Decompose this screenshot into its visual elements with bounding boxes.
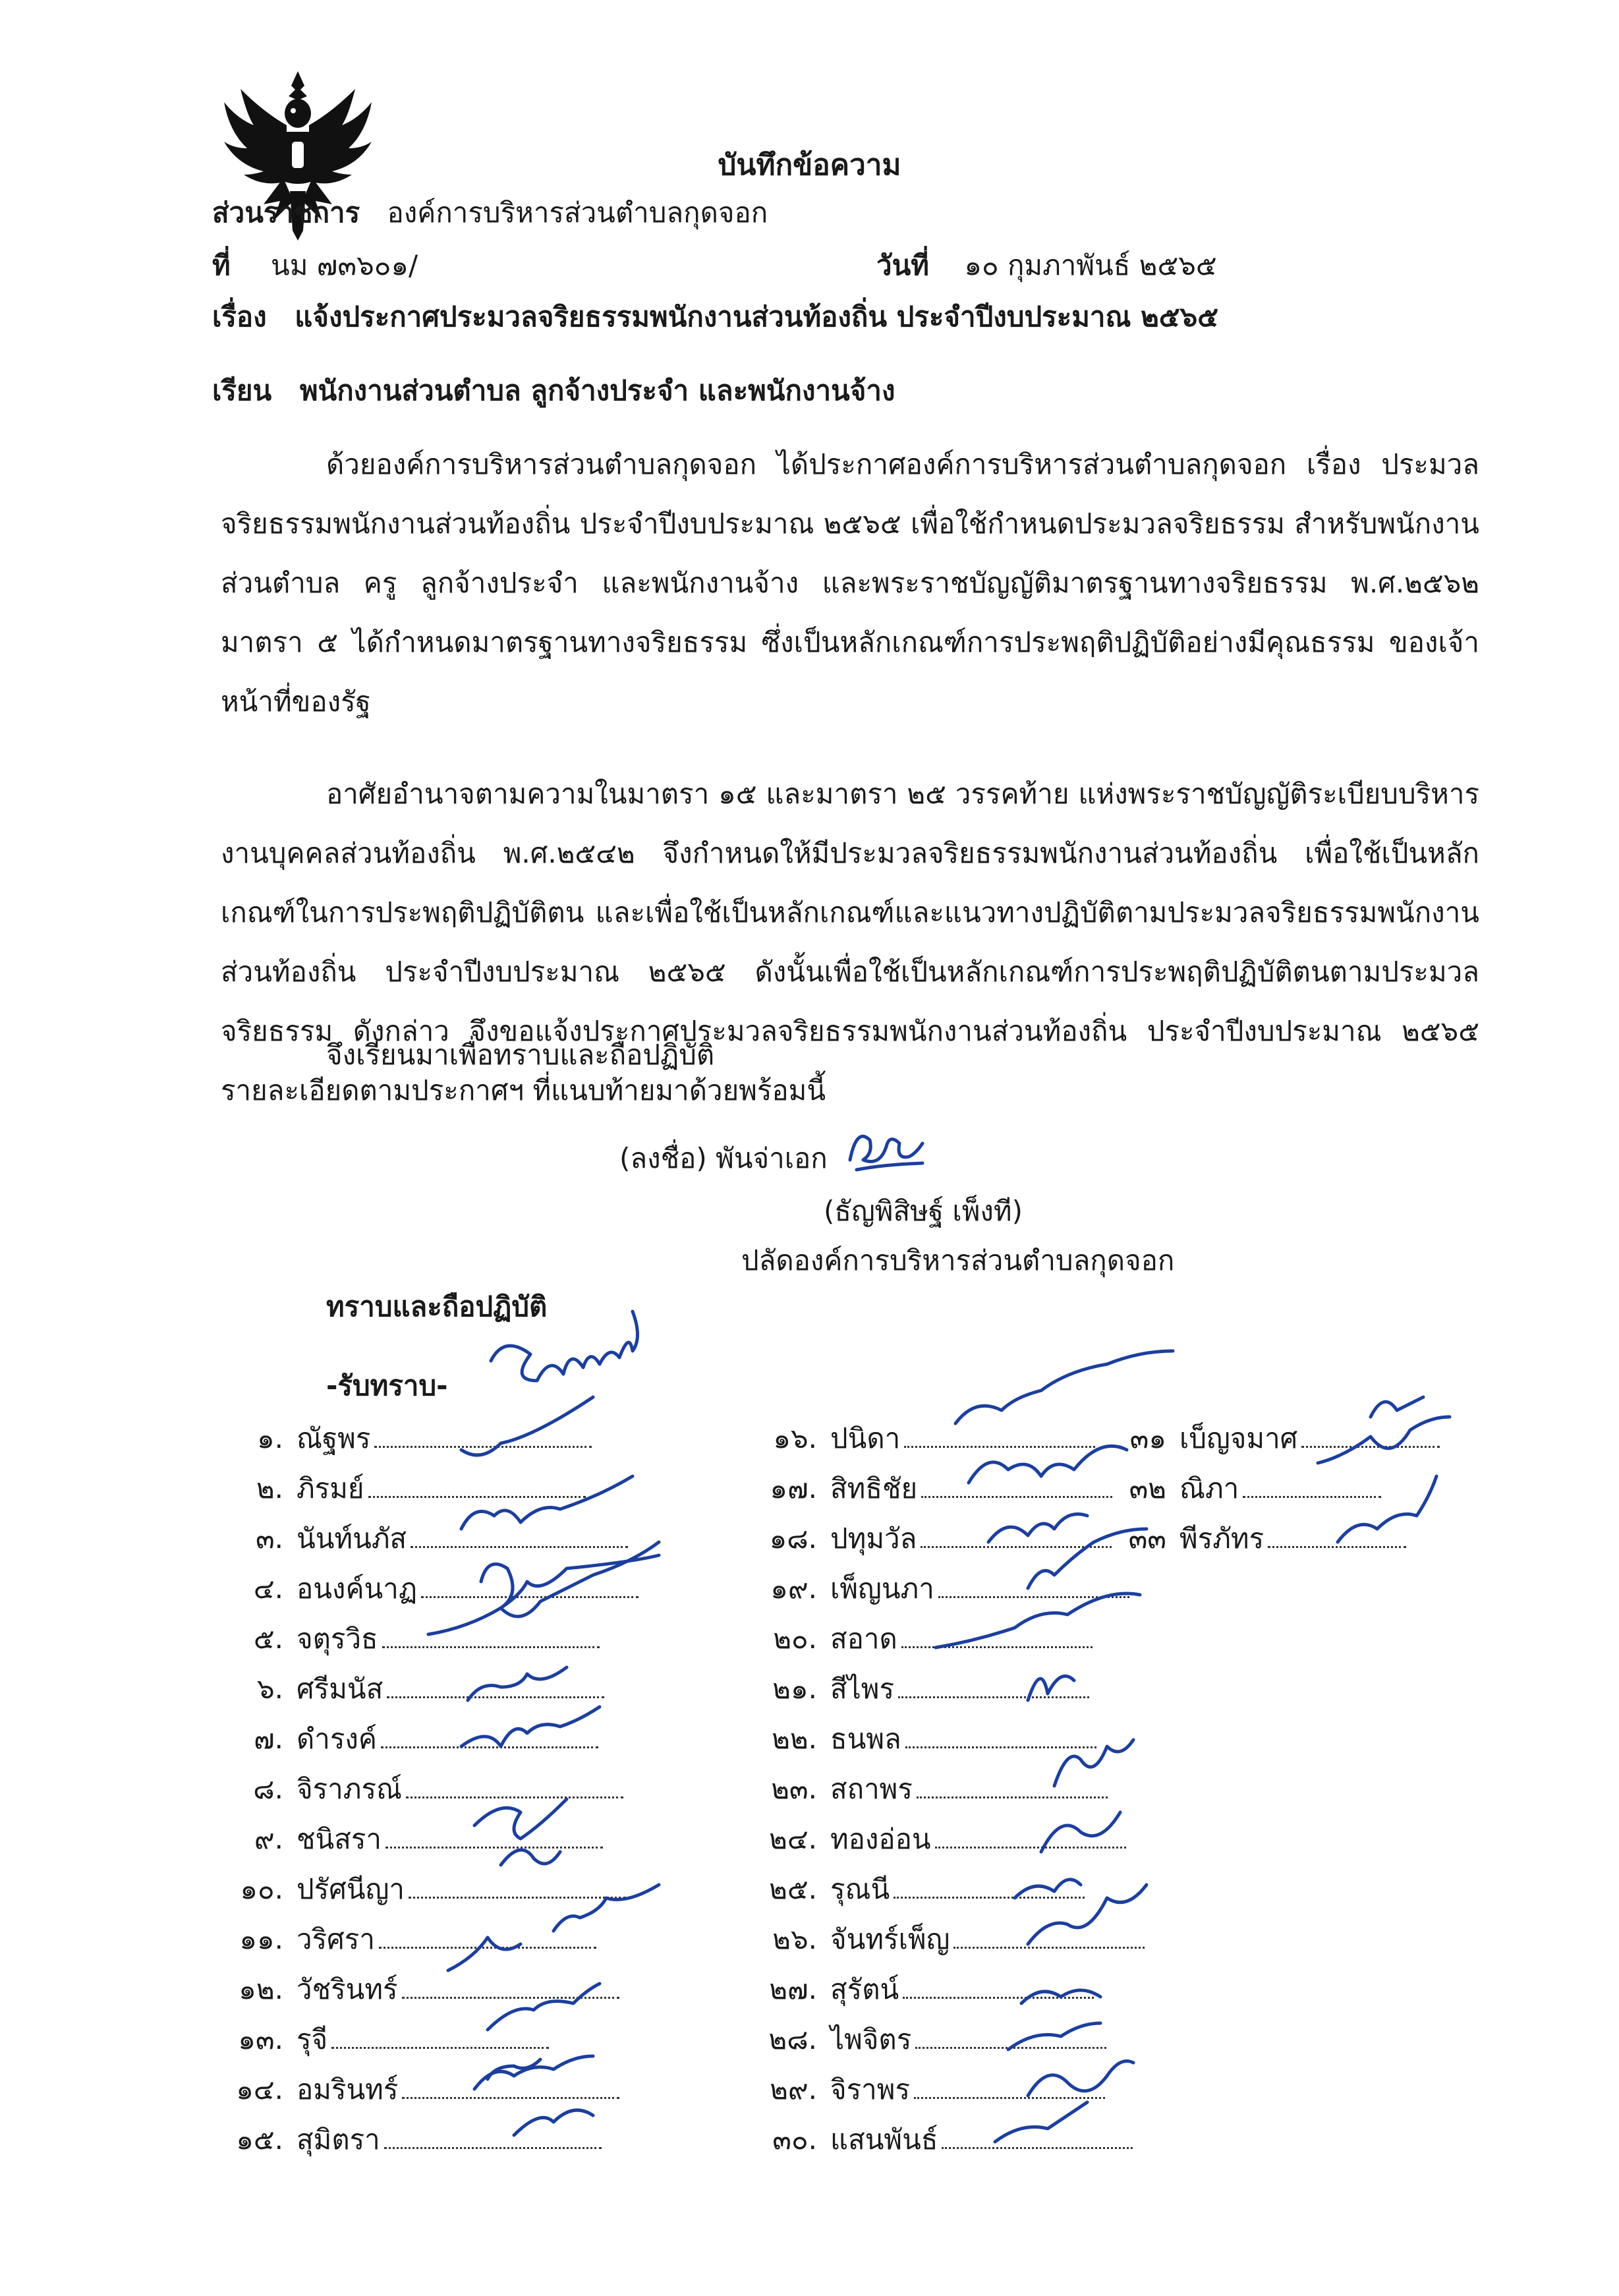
staff-row [211, 1617, 600, 1661]
staff-number: ๑๘. [769, 1522, 817, 1555]
staff-name: จันทร์เพ็ญ [830, 1923, 950, 1955]
staff-row [211, 2068, 619, 2111]
signature-line [921, 1541, 1112, 1548]
staff-number: ๑๑. [239, 1923, 283, 1955]
staff-row [745, 1467, 1112, 1510]
staff-number: ๒๗. [769, 1973, 817, 2005]
staff-number: ๓๓ [1128, 1522, 1166, 1555]
staff-name: ดำรงค์ [297, 1723, 378, 1755]
date-line [876, 244, 1217, 287]
staff-row [1094, 1417, 1440, 1460]
signature-line [938, 1591, 1129, 1598]
acknowledge-heading: ทราบและถือปฏิบัติ [326, 1290, 548, 1323]
staff-number: ๒๔. [769, 1823, 817, 1855]
staff-name: ธนพล [830, 1723, 901, 1755]
closing-line: จึงเรียนมาเพื่อทราบและถือปฏิบัติ [326, 1039, 715, 1071]
staff-number: ๒๖. [772, 1923, 817, 1955]
salutation-value: พนักงานส่วนตำบล ลูกจ้างประจำ และพนักงานจ้าง [299, 374, 895, 407]
signature-line [374, 1441, 592, 1448]
signature-line [381, 1741, 598, 1748]
agency-value: องค์การบริหารส่วนตำบลกุดจอก [387, 196, 768, 229]
staff-number: ๑๓. [238, 2023, 283, 2055]
staff-name: ณัฐพร [297, 1422, 371, 1454]
staff-name: นันท์นภัส [297, 1522, 407, 1555]
reference-label: ที่ [212, 249, 231, 281]
date-label: วันที่ [876, 249, 929, 281]
salutation-line [212, 369, 895, 413]
staff-row [211, 1517, 628, 1561]
signature-line [903, 1992, 1094, 1999]
subject-value: แจ้งประกาศประมวลจริยธรรมพนักงานส่วนท้องถิ่น ประจำปีงบประมาณ ๒๕๖๕ [295, 301, 1219, 333]
staff-name: ปนิดา [830, 1422, 901, 1454]
staff-number: ๑๔. [236, 2073, 283, 2106]
staff-name: พีรภัทร [1179, 1522, 1264, 1555]
staff-row [211, 1667, 604, 1711]
staff-name: เบ็ญจมาศ [1179, 1422, 1298, 1454]
staff-name: สุมิตรา [297, 2123, 380, 2156]
reference-line [212, 244, 418, 287]
staff-name: จตุรวิธ [297, 1622, 378, 1655]
staff-name: รุจี [297, 2023, 328, 2055]
staff-name: อมรินทร์ [297, 2073, 399, 2106]
staff-number: ๕. [253, 1622, 283, 1655]
signature-line [914, 2092, 1105, 2099]
staff-number: ๑๕. [236, 2123, 283, 2156]
signature-line [379, 1941, 596, 1949]
staff-name: ชนิสรา [297, 1823, 382, 1855]
signature-line [385, 1841, 603, 1849]
staff-name: ปทุมวัล [830, 1522, 917, 1555]
reference-value: นม ๗๓๖๐๑/ [271, 249, 418, 281]
signature-line [1243, 1491, 1381, 1498]
staff-row [745, 1717, 1096, 1761]
staff-name: ทองอ่อน [830, 1823, 931, 1855]
staff-number: ๒๘. [768, 2023, 817, 2055]
staff-row [211, 1868, 626, 1911]
staff-number: ๒๓. [771, 1773, 817, 1805]
signature-mark [1371, 1397, 1423, 1417]
staff-name: วริศรา [297, 1923, 375, 1955]
staff-row [211, 1467, 586, 1510]
staff-row [745, 1567, 1129, 1611]
signature-line [904, 1441, 1095, 1448]
signature-line [898, 1691, 1089, 1698]
staff-name: วัชรินทร์ [297, 1973, 398, 2005]
subject-line [212, 295, 1218, 339]
signature-line [905, 1741, 1096, 1748]
staff-number: ๑๖. [773, 1422, 817, 1454]
signature-line [1301, 1441, 1440, 1448]
staff-row [211, 1918, 596, 1961]
signature-mark [955, 1351, 1173, 1423]
staff-row [211, 1567, 639, 1611]
staff-number: ๑๗. [770, 1472, 817, 1505]
signature-line [402, 2092, 619, 2099]
staff-number: ๙. [254, 1823, 283, 1855]
staff-number: ๒๕. [769, 1873, 817, 1905]
staff-number: ๑๐. [240, 1873, 283, 1905]
staff-row [745, 1868, 1085, 1911]
staff-number: ๓๒ [1129, 1472, 1166, 1505]
staff-number: ๒๙. [770, 2073, 817, 2106]
staff-name: สุรัตน์ [830, 1973, 899, 2005]
agency-label: ส่วนราชการ [212, 196, 360, 229]
signature-line [935, 1841, 1126, 1849]
staff-number: ๗. [254, 1723, 283, 1755]
signature-line [921, 1491, 1112, 1498]
staff-name: ณิภา [1179, 1472, 1239, 1505]
staff-row [211, 1417, 592, 1460]
staff-row [1094, 1517, 1406, 1561]
staff-row [745, 2018, 1106, 2061]
signature-line [894, 1891, 1085, 1899]
staff-row [211, 1767, 623, 1811]
chief-signature [837, 1114, 936, 1186]
body-paragraph-2: อาศัยอำนาจตามความในมาตรา ๑๕ และมาตรา ๒๕ วรรคท้าย แห่งพระราชบัญญัติระเบียบบริหารงานบุคคลส่วนท้องถิ่น พ.ศ.๒๕๔๒ จึงกำหนดให้มีประมวลจริยธรรมพนักงานส่วนท้องถิ่น เพื่อใช้เป็นหลักเกณฑ์ในการประพฤติปฏิบัติตน และเพื่อใช้เป็นหลักเกณฑ์และแนวทางปฏิบัติตามประมวลจริยธรรมพนักงานส่วนท้องถิ่น ประจำปีงบประมาณ ๒๕๖๕ ดังนั้นเพื่อใช้เป็นหลักเกณฑ์การประพฤติปฏิบัติตนตามประมวลจริยธรรม ดังกล่าว จึงขอแจ้งประกาศประมวลจริยธรรมพนักงานส่วนท้องถิ่น ประจำปีงบประมาณ ๒๕๖๕ รายละเอียดตามประกาศฯ ที่แนบท้ายมาด้วยพร้อมนี้ [221, 778, 1479, 1106]
staff-number: ๓. [255, 1522, 283, 1555]
staff-name: ศรีมนัส [297, 1673, 383, 1705]
staff-name: ไพจิตร [830, 2023, 912, 2055]
staff-row [211, 1968, 619, 2011]
staff-number: ๖. [256, 1673, 283, 1705]
staff-name: แสนพันธ์ [830, 2123, 938, 2156]
signature-line [953, 1941, 1145, 1949]
signature-line [382, 1641, 600, 1648]
signature-line [368, 1491, 586, 1498]
staff-number: ๒๑. [772, 1673, 817, 1705]
staff-row [745, 2068, 1105, 2111]
signature-line [409, 1891, 626, 1899]
memo-title: บันทึกข้อความ [718, 148, 901, 182]
staff-name: สิทธิชัย [830, 1472, 918, 1505]
staff-row [211, 2118, 602, 2162]
signature-line [901, 1641, 1093, 1648]
staff-number: ๓๑ [1129, 1422, 1166, 1454]
staff-number: ๓๐. [772, 2123, 817, 2156]
signature-line [331, 2042, 549, 2049]
staff-row [745, 1918, 1145, 1961]
signature-line [421, 1591, 639, 1598]
staff-name: เพ็ญนภา [830, 1572, 934, 1605]
signer-name: (ธัญพิสิษฐ์ เพ็งที) [824, 1195, 1023, 1227]
staff-row [745, 1767, 1108, 1811]
date-value: ๑๐ กุมภาพันธ์ ๒๕๖๕ [964, 249, 1217, 281]
staff-name: ปรัศนีญา [297, 1873, 405, 1905]
staff-name: สีไพร [830, 1673, 895, 1705]
signature-line [387, 1691, 604, 1698]
signature-line [917, 1791, 1108, 1798]
received-label: -รับทราบ- [326, 1369, 448, 1402]
staff-row [745, 1818, 1126, 1861]
subject-label: เรื่อง [212, 301, 267, 333]
staff-name: จิราพร [830, 2073, 910, 2106]
staff-number: ๑๒. [239, 1973, 283, 2005]
staff-row [1094, 1467, 1381, 1510]
signature-line [411, 1541, 628, 1548]
staff-row [745, 1517, 1112, 1561]
salutation-label: เรียน [212, 374, 272, 407]
staff-row [745, 1617, 1093, 1661]
staff-number: ๒. [256, 1472, 283, 1505]
staff-row [745, 1417, 1095, 1460]
signature-line [942, 2142, 1133, 2149]
staff-row [745, 1667, 1089, 1711]
staff-name: จิราภรณ์ [297, 1773, 402, 1805]
signer-position: ปลัดองค์การบริหารส่วนตำบลกุดจอก [741, 1244, 1175, 1277]
staff-row [211, 1717, 598, 1761]
signature-line [406, 1791, 623, 1798]
staff-name: อนงค์นาฏ [297, 1572, 418, 1605]
staff-number: ๑๙. [770, 1572, 817, 1605]
staff-number: ๒๐. [773, 1622, 817, 1655]
staff-row [211, 1818, 603, 1861]
staff-row [211, 2018, 549, 2061]
staff-name: สถาพร [830, 1773, 913, 1805]
staff-number: ๔. [253, 1572, 283, 1605]
signature-line [402, 1992, 619, 1999]
signature-line [384, 2142, 602, 2149]
body-paragraph-1: ด้วยองค์การบริหารส่วนตำบลกุดจอก ได้ประกาศองค์การบริหารส่วนตำบลกุดจอก เรื่อง ประมวลจริยธรรมพนักงานส่วนท้องถิ่น ประจำปีงบประมาณ ๒๕๖๕ เพื่อใช้กำหนดประมวลจริยธรรม สำหรับพนักงานส่วนตำบล ครู ลูกจ้างประจำ และพนักงานจ้าง และพระราชบัญญัติมาตรฐานทางจริยธรรม พ.ศ.๒๕๖๒ มาตรา ๕ ได้กำหนดมาตรฐานทางจริยธรรม ซึ่งเป็นหลักเกณฑ์การประพฤติปฏิบัติอย่างมีคุณธรรม ของเจ้าหน้าที่ของรัฐ [221, 448, 1479, 718]
sign-prefix: (ลงชื่อ) พันจ่าเอก [619, 1142, 828, 1174]
staff-name: ภิรมย์ [297, 1472, 364, 1505]
signature-line [915, 2042, 1106, 2049]
staff-name: สอาด [830, 1622, 897, 1655]
staff-row [745, 2118, 1133, 2162]
staff-number: ๒๒. [772, 1723, 817, 1755]
staff-row [745, 1968, 1094, 2011]
staff-number: ๑. [256, 1422, 283, 1454]
agency-line [212, 191, 768, 235]
staff-name: รุณนี [830, 1873, 890, 1905]
staff-number: ๘. [253, 1773, 283, 1805]
signature-line [1268, 1541, 1406, 1548]
